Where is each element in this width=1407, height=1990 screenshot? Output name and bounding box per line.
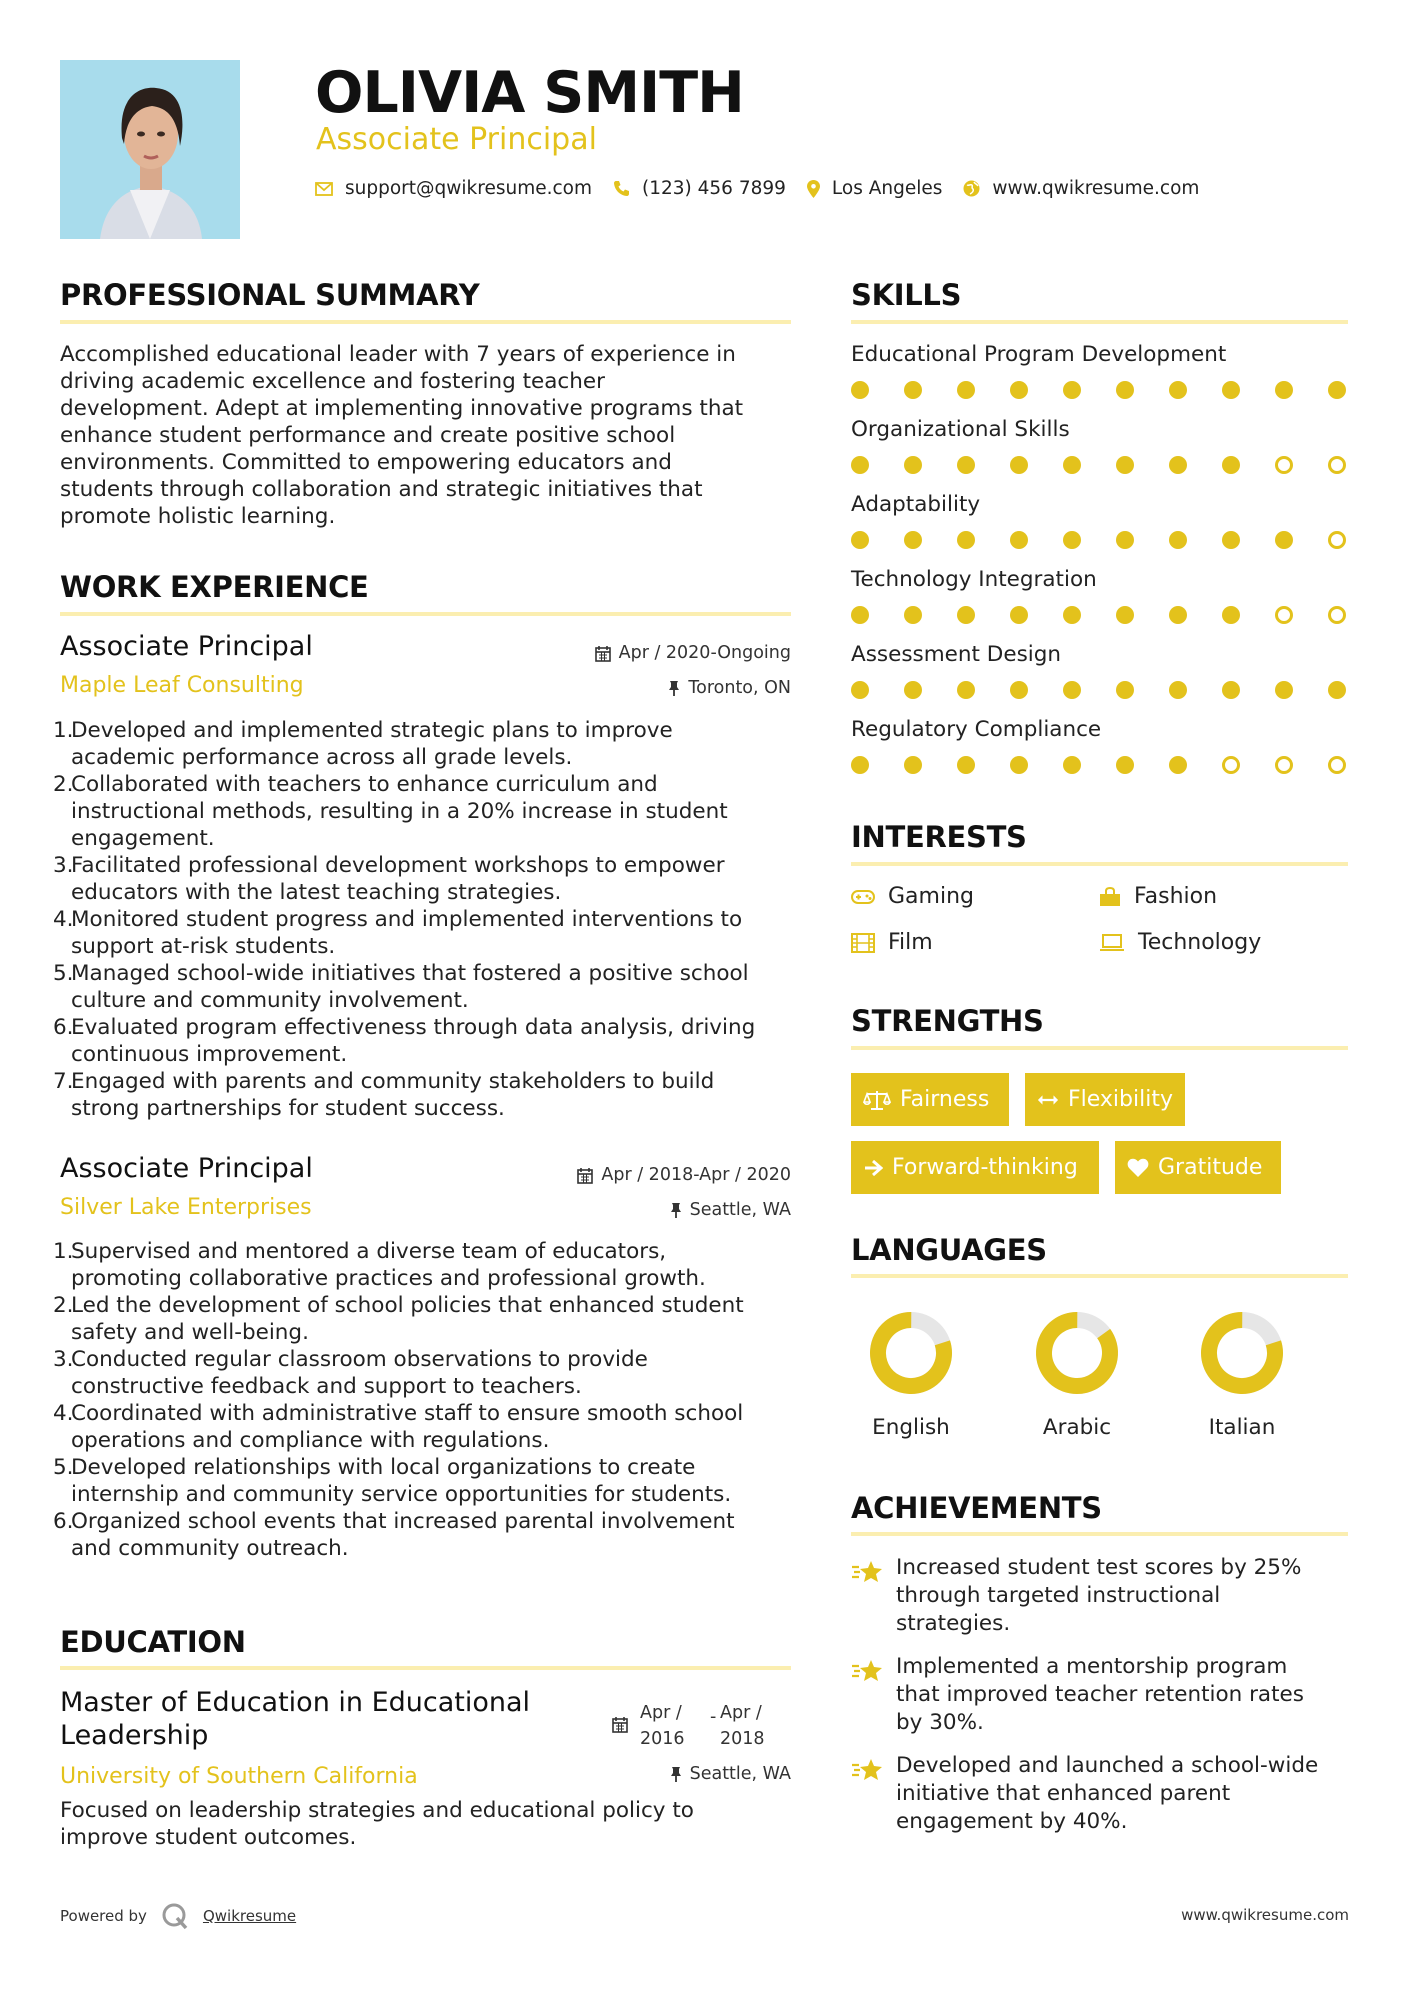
summary-divider [60,320,791,324]
language-name: Italian [1208,1415,1276,1440]
skill-name: Regulatory Compliance [851,717,1102,742]
star-award-icon [851,1558,885,1586]
interests-heading: INTERESTS [851,820,1027,854]
degree-line: Leadership [60,1720,209,1751]
achievement-text: Increased student test scores by 25% through targeted instructional strategies. [896,1555,1302,1636]
language-donut [1172,1308,1312,1398]
rating-dot-filled [904,456,922,474]
interest-item [851,884,974,909]
strength-badge [1025,1073,1185,1126]
rating-dot-filled [1116,381,1134,399]
rating-dot-filled [1116,456,1134,474]
experience-divider [60,612,791,616]
achievement-text: Developed and launched a school-wide initiative that enhanced parent engagement by 40%. [896,1753,1319,1834]
rating-dot-filled [1010,531,1028,549]
rating-dot-filled [1010,456,1028,474]
skill-rating [851,756,1351,776]
experience-heading: WORK EXPERIENCE [60,570,369,604]
pushpin-icon [668,680,680,697]
education-location [670,1764,791,1784]
rating-dot-filled [1010,606,1028,624]
interest-label: Technology [1138,930,1262,955]
rating-dot-filled [904,756,922,774]
star-award-icon [851,1756,885,1784]
candidate-role: Associate Principal [316,122,597,157]
achievement-item [851,1752,1361,1842]
duty-item: 6. Organized school events that increased parental involvement and community outreach. [53,1509,735,1561]
rating-dot-filled [957,381,975,399]
rating-dot-filled [1275,531,1293,549]
skill-rating [851,681,1351,701]
rating-dot-filled [904,606,922,624]
phone-text: (123) 456 7899 [642,178,786,199]
rating-dot-filled [1328,681,1346,699]
summary-line: enhance student performance and create positive school [60,423,676,448]
candidate-name: OLIVIA SMITH [315,60,744,126]
education-heading: EDUCATION [60,1625,246,1659]
contact-phone[interactable] [613,178,786,199]
rating-dot-filled [851,756,869,774]
donut-fill [1031,1308,1123,1398]
job-company: Silver Lake Enterprises [60,1195,312,1220]
rating-dot-filled [1063,756,1081,774]
shopping-bag-icon [1099,887,1121,907]
skill-rating [851,381,1351,401]
location-text: Los Angeles [831,178,943,199]
summary-heading: PROFESSIONAL SUMMARY [60,278,480,312]
interest-label: Gaming [888,884,974,909]
footer-website[interactable]: www.qwikresume.com [1181,1906,1349,1924]
rating-dot-filled [1010,681,1028,699]
duty-item: 2. Led the development of school policies that enhanced student safety and well-being. [53,1293,744,1345]
strengths-heading: STRENGTHS [851,1004,1044,1038]
contact-bar [315,178,1220,199]
contact-location [807,178,943,199]
rating-dot-filled [1063,681,1081,699]
skills-divider [851,320,1348,324]
rating-dot-filled [1169,606,1187,624]
job-dates [595,643,791,663]
skill-name: Organizational Skills [851,417,1070,442]
rating-dot-filled [904,381,922,399]
rating-dot-empty [1328,606,1346,624]
contact-website[interactable] [963,178,1199,199]
duty-item: 3. Facilitated professional development workshops to empower educators with the latest teaching strategies. [53,853,725,905]
rating-dot-filled [851,531,869,549]
duty-item: 7. Engaged with parents and community stakeholders to build strong partnerships for student success. [53,1069,715,1121]
duty-item: 1. Supervised and mentored a diverse team of educators, promoting collaborative practices and professional growth. [53,1239,706,1291]
map-pin-icon [807,180,820,198]
profile-photo [60,60,240,239]
donut-fill [1200,1311,1283,1394]
education-description: Focused on leadership strategies and educational policy to improve student outcomes. [60,1798,694,1850]
qwikresume-logo-icon [161,1902,189,1930]
rating-dot-filled [1169,531,1187,549]
footer-powered-by [60,1902,296,1930]
skill-rating [851,606,1351,626]
job-dates [577,1165,791,1185]
globe-icon [963,180,980,197]
strength-label: Forward-thinking [892,1155,1078,1180]
strengths-divider [851,1046,1348,1050]
calendar-icon [595,645,611,662]
strength-badge [851,1073,1009,1126]
job-dates-text: Apr / 2018-Apr / 2020 [601,1165,791,1185]
rating-dot-filled [1116,606,1134,624]
job-title: Associate Principal [60,1153,313,1184]
interest-label: Fashion [1134,884,1218,909]
job-company: Maple Leaf Consulting [60,673,304,698]
rating-dot-filled [851,681,869,699]
skill-name: Adaptability [851,492,981,517]
envelope-icon [315,182,333,196]
phone-icon [613,180,630,197]
film-icon [851,933,875,953]
interests-divider [851,862,1348,866]
rating-dot-filled [1222,606,1240,624]
duty-item: 2. Collaborated with teachers to enhance curriculum and instructional methods, resulting in a 20% increase in student engagement. [53,772,728,851]
strength-label: Gratitude [1158,1155,1263,1180]
laptop-icon [1099,934,1125,952]
rating-dot-filled [1169,681,1187,699]
summary-line: students through collaboration and strategic initiatives that [60,477,703,502]
pushpin-icon [670,1202,682,1219]
degree-line: Master of Education in Educational [60,1687,531,1718]
duty-item: 4. Monitored student progress and implemented interventions to support at-risk students. [53,907,743,959]
interest-item [1099,930,1261,955]
rating-dot-filled [1063,531,1081,549]
calendar-icon [577,1167,593,1184]
language-donut [1007,1308,1147,1398]
powered-by-text: Powered by [60,1907,147,1925]
skill-name: Educational Program Development [851,342,1227,367]
rating-dot-filled [1169,756,1187,774]
gamepad-icon [851,889,875,905]
star-award-icon [851,1657,885,1685]
rating-dot-empty [1328,756,1346,774]
rating-dot-filled [1063,381,1081,399]
school-name: University of Southern California [60,1764,418,1789]
rating-dot-filled [1116,531,1134,549]
education-divider [60,1666,791,1670]
arrows-horizontal-icon [1037,1093,1059,1107]
interest-label: Film [888,930,933,955]
rating-dot-filled [851,606,869,624]
achievements-divider [851,1532,1348,1536]
summary-line: development. Adept at implementing innovative programs that [60,396,744,421]
job-location-text: Toronto, ON [688,678,791,698]
end-date: Apr / 2018 [720,1703,765,1749]
rating-dot-filled [1328,381,1346,399]
rating-dot-filled [1222,381,1240,399]
rating-dot-filled [1275,381,1293,399]
summary-line: environments. Committed to empowering educators and [60,450,672,475]
languages-heading: LANGUAGES [851,1233,1047,1267]
duty-item: 1. Developed and implemented strategic plans to improve academic performance across all grade levels. [53,718,673,770]
rating-dot-empty [1275,456,1293,474]
duty-item: 5. Developed relationships with local organizations to create internship and community service opportunities for students. [53,1455,732,1507]
rating-dot-filled [1116,681,1134,699]
duty-item: 6. Evaluated program effectiveness through data analysis, driving continuous improvement. [53,1015,756,1067]
achievement-item [851,1554,1361,1644]
strength-label: Flexibility [1068,1087,1173,1112]
calendar-icon [612,1716,628,1733]
languages-divider [851,1274,1348,1278]
rating-dot-filled [1169,456,1187,474]
duty-item: 4. Coordinated with administrative staff to ensure smooth school operations and compliance with regulations. [53,1401,744,1453]
achievement-text: Implemented a mentorship program that improved teacher retention rates by 30%. [896,1654,1304,1735]
summary-text [60,341,800,530]
rating-dot-empty [1275,606,1293,624]
achievements-heading: ACHIEVEMENTS [851,1491,1102,1525]
rating-dot-filled [1222,531,1240,549]
pushpin-icon [670,1766,682,1783]
rating-dot-filled [1275,681,1293,699]
language-name: Arabic [1042,1415,1112,1440]
rating-dot-filled [1063,456,1081,474]
job-location-text: Seattle, WA [689,1200,791,1220]
rating-dot-filled [957,681,975,699]
strength-label: Fairness [900,1087,990,1112]
education-dates [612,1700,792,1750]
interest-item [1099,884,1217,909]
summary-line: promote holistic learning. [60,504,336,529]
language-donut [841,1308,981,1398]
balance-scale-icon [863,1089,891,1111]
rating-dot-filled [957,531,975,549]
rating-dot-filled [1010,381,1028,399]
education-location-text: Seattle, WA [689,1764,791,1784]
skill-name: Technology Integration [851,567,1097,592]
website-text: www.qwikresume.com [992,178,1200,199]
donut-fill [869,1311,952,1394]
rating-dot-filled [1010,756,1028,774]
job-duties-list [53,717,803,1122]
job-location [668,678,791,698]
strength-badge [1115,1141,1281,1194]
interest-item [851,930,933,955]
rating-dot-empty [1275,756,1293,774]
rating-dot-filled [1116,756,1134,774]
rating-dot-filled [1169,381,1187,399]
rating-dot-filled [957,456,975,474]
degree-title [60,1686,530,1752]
job-title: Associate Principal [60,631,313,662]
rating-dot-empty [1328,456,1346,474]
heart-icon [1127,1158,1149,1178]
language-name: English [872,1415,950,1440]
rating-dot-filled [851,456,869,474]
arrow-right-icon [863,1159,883,1177]
summary-line: Accomplished educational leader with 7 years of experience in [60,342,736,367]
skill-rating [851,531,1351,551]
brand-link[interactable]: Qwikresume [202,1907,297,1925]
rating-dot-filled [1222,681,1240,699]
job-duties-list [53,1238,803,1562]
rating-dot-filled [904,681,922,699]
skill-name: Assessment Design [851,642,1062,667]
email-text: support@qwikresume.com [345,178,592,199]
contact-email[interactable] [315,178,592,199]
start-date: Apr / 2016 [640,1703,685,1749]
rating-dot-filled [904,531,922,549]
duty-item: 3. Conducted regular classroom observations to provide constructive feedback and support to teachers. [53,1347,648,1399]
skills-heading: SKILLS [851,278,962,312]
job-dates-text: Apr / 2020-Ongoing [618,643,791,663]
rating-dot-filled [1063,606,1081,624]
rating-dot-filled [957,756,975,774]
rating-dot-empty [1328,531,1346,549]
rating-dot-filled [1222,456,1240,474]
achievement-item [851,1653,1361,1743]
job-location [670,1200,791,1220]
duty-item: 5. Managed school-wide initiatives that fostered a positive school culture and community involvement. [53,961,749,1013]
strength-badge [851,1141,1099,1194]
rating-dot-empty [1222,756,1240,774]
rating-dot-filled [957,606,975,624]
summary-line: driving academic excellence and fostering teacher [60,369,605,394]
skill-rating [851,456,1351,476]
date-separator: - [710,1707,717,1727]
rating-dot-filled [851,381,869,399]
